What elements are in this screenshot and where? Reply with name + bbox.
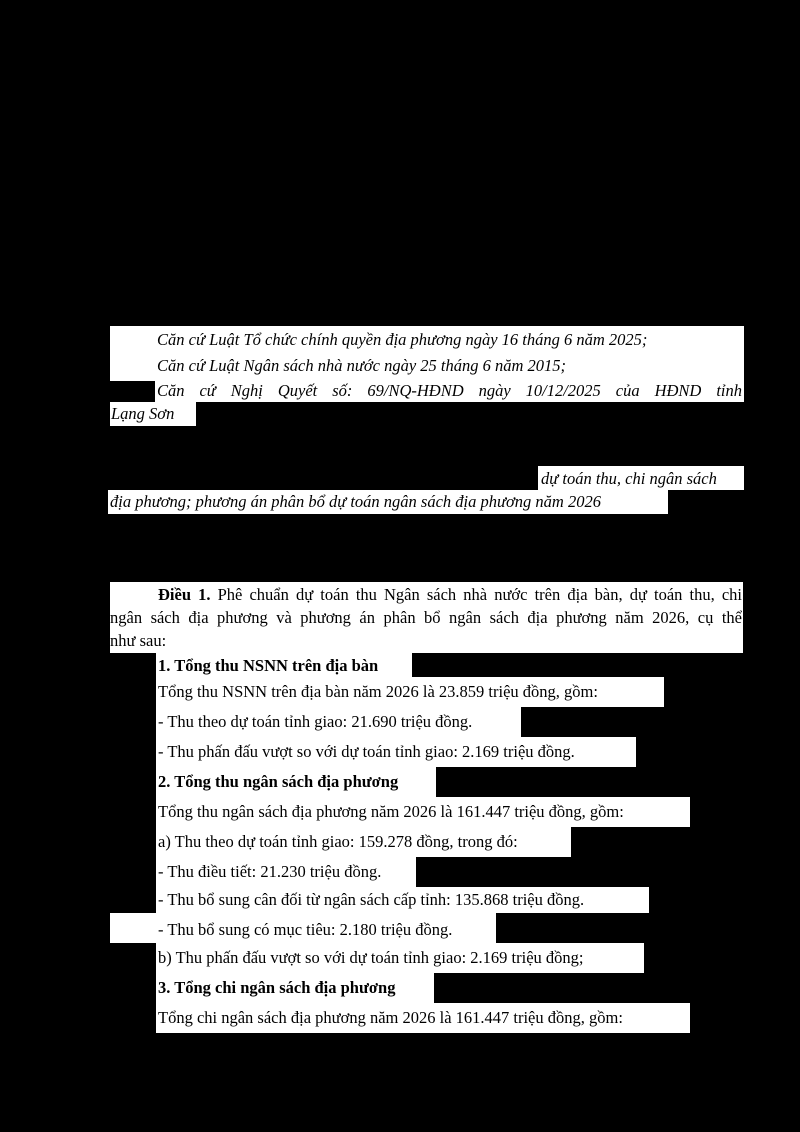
section2-heading: 2. Tổng thu ngân sách địa phương	[158, 772, 399, 791]
section3-total: Tổng chi ngân sách địa phương năm 2026 là 161.447 triệu đồng, gồm:	[158, 1008, 623, 1027]
section2-item-a3: - Thu bổ sung có mục tiêu: 2.180 triệu đồng.	[158, 920, 453, 939]
section1-item-1: - Thu theo dự toán tỉnh giao: 21.690 triệu đồng.	[158, 712, 473, 731]
article1-title: Điều 1.	[158, 585, 211, 604]
section2-item-a2: - Thu bổ sung cân đối từ ngân sách cấp tỉnh: 135.868 triệu đồng.	[158, 890, 585, 909]
section2-total: Tổng thu ngân sách địa phương năm 2026 là 161.447 triệu đồng, gồm:	[158, 802, 624, 821]
section1-item-2: - Thu phấn đấu vượt so với dự toán tỉnh giao: 2.169 triệu đồng.	[158, 742, 575, 761]
preamble-line-2: Căn cứ Luật Ngân sách nhà nước ngày 25 tháng 6 năm 2015;	[157, 356, 567, 375]
preamble-line-1: Căn cứ Luật Tổ chức chính quyền địa phương ngày 16 tháng 6 năm 2025;	[157, 330, 648, 349]
section3-heading: 3. Tổng chi ngân sách địa phương	[158, 978, 396, 997]
section2-item-a: a) Thu theo dự toán tỉnh giao: 159.278 đồng, trong đó:	[158, 832, 518, 851]
article1-line-3: như sau:	[110, 631, 167, 650]
subject-line-1: dự toán thu, chi ngân sách	[541, 469, 717, 488]
preamble-line-3: Căn cứ Nghị Quyết số: 69/NQ-HĐND ngày 10/12/2025 của HĐND tỉnh	[157, 381, 742, 400]
article1-line-1	[158, 585, 742, 605]
section2-item-b: b) Thu phấn đấu vượt so với dự toán tỉnh giao: 2.169 triệu đồng;	[158, 948, 584, 967]
article1-line-2: ngân sách địa phương và phương án phân bổ ngân sách địa phương năm 2026, cụ thể	[110, 608, 742, 627]
section1-heading: 1. Tổng thu NSNN trên địa bàn	[158, 656, 379, 675]
section1-total: Tổng thu NSNN trên địa bàn năm 2026 là 23.859 triệu đồng, gồm:	[158, 682, 598, 701]
section2-item-a1: - Thu điều tiết: 21.230 triệu đồng.	[158, 862, 382, 881]
preamble-line-4: Lạng Sơn	[111, 404, 175, 423]
subject-line-2: địa phương; phương án phân bổ dự toán ngân sách địa phương năm 2026	[110, 492, 601, 511]
article1-text-1: Phê chuẩn dự toán thu Ngân sách nhà nước trên địa bàn, dự toán thu, chi	[210, 585, 743, 604]
